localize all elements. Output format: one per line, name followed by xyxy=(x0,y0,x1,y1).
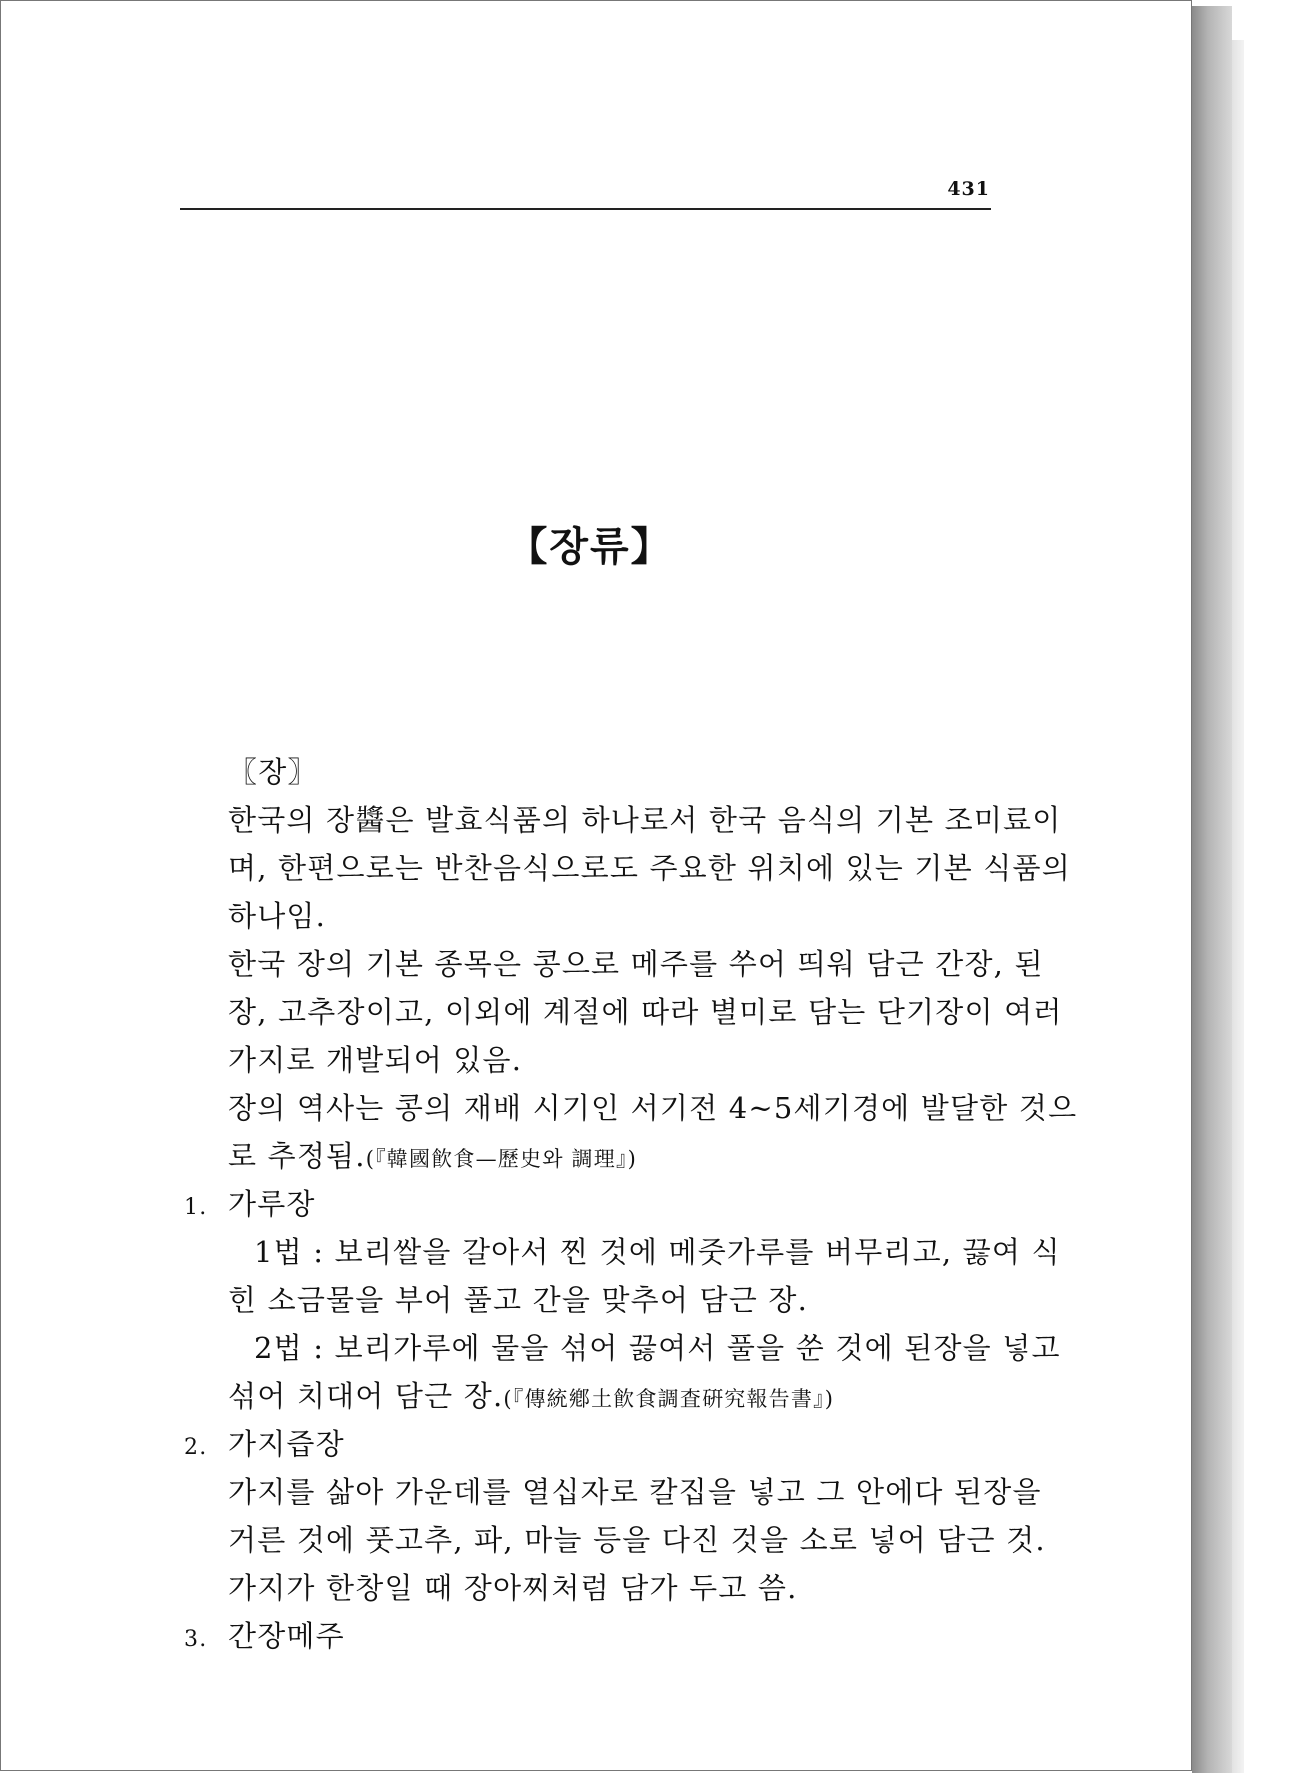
list-item-heading xyxy=(184,1420,1014,1468)
subheading: 〖장〗 xyxy=(228,755,318,789)
item-number: 1. xyxy=(184,1195,208,1220)
intro-line xyxy=(184,1132,1014,1180)
list-item-heading xyxy=(184,1180,1014,1228)
item-line xyxy=(184,1372,1014,1420)
item-line: 가지가 한창일 때 장아찌처럼 담가 두고 씀. xyxy=(228,1571,798,1605)
intro-line: 한국 장의 기본 종목은 콩으로 메주를 쑤어 띄워 담근 간장, 된 xyxy=(228,947,1044,981)
item-line: 가지를 삶아 가운데를 열십자로 칼집을 넣고 그 안에다 된장을 xyxy=(228,1475,1042,1509)
section-title: 【장류】 xyxy=(507,523,673,570)
intro-line: 장, 고추장이고, 이외에 계절에 따라 별미로 담는 단기장이 여러 xyxy=(228,995,1063,1029)
item-line: 거른 것에 풋고추, 파, 마늘 등을 다진 것을 소로 넣어 담근 것. xyxy=(228,1523,1046,1557)
intro-line: 하나임. xyxy=(228,899,327,933)
item-title: 가루장 xyxy=(228,1187,316,1221)
page-edge-shadow xyxy=(1192,6,1232,1773)
header-rule xyxy=(180,208,991,210)
item-line-text: 섞어 치대어 담근 장. xyxy=(228,1379,504,1413)
item-title: 간장메주 xyxy=(228,1619,345,1653)
citation: (『傳統鄕土飮食調査硏究報告書』) xyxy=(503,1387,835,1411)
item-number: 2. xyxy=(184,1435,208,1460)
item-number: 3. xyxy=(184,1627,208,1652)
intro-line: 한국의 장醬은 발효식품의 하나로서 한국 음식의 기본 조미료이 xyxy=(228,803,1062,837)
body-text xyxy=(184,748,1078,1660)
intro-line: 장의 역사는 콩의 재배 시기인 서기전 4~5세기경에 발달한 것으 xyxy=(228,1091,1078,1125)
list-item-heading xyxy=(184,1612,1014,1660)
citation: (『韓國飮食—歷史와 調理』) xyxy=(365,1147,638,1171)
item-title: 가지즙장 xyxy=(228,1427,345,1461)
intro-line: 며, 한편으로는 반찬음식으로도 주요한 위치에 있는 기본 식품의 xyxy=(228,851,1071,885)
page-edge-highlight xyxy=(1232,40,1244,1773)
intro-line-text: 로 추정됨. xyxy=(228,1139,366,1173)
item-line: 2법 : 보리가루에 물을 섞어 끓여서 풀을 쑨 것에 된장을 넣고 xyxy=(254,1331,1061,1365)
page-number: 431 xyxy=(947,178,990,200)
item-line: 힌 소금물을 부어 풀고 간을 맞추어 담근 장. xyxy=(228,1283,808,1317)
intro-line: 가지로 개발되어 있음. xyxy=(228,1043,523,1077)
item-line: 1법 : 보리쌀을 갈아서 찐 것에 메줏가루를 버무리고, 끓여 식 xyxy=(254,1235,1061,1269)
